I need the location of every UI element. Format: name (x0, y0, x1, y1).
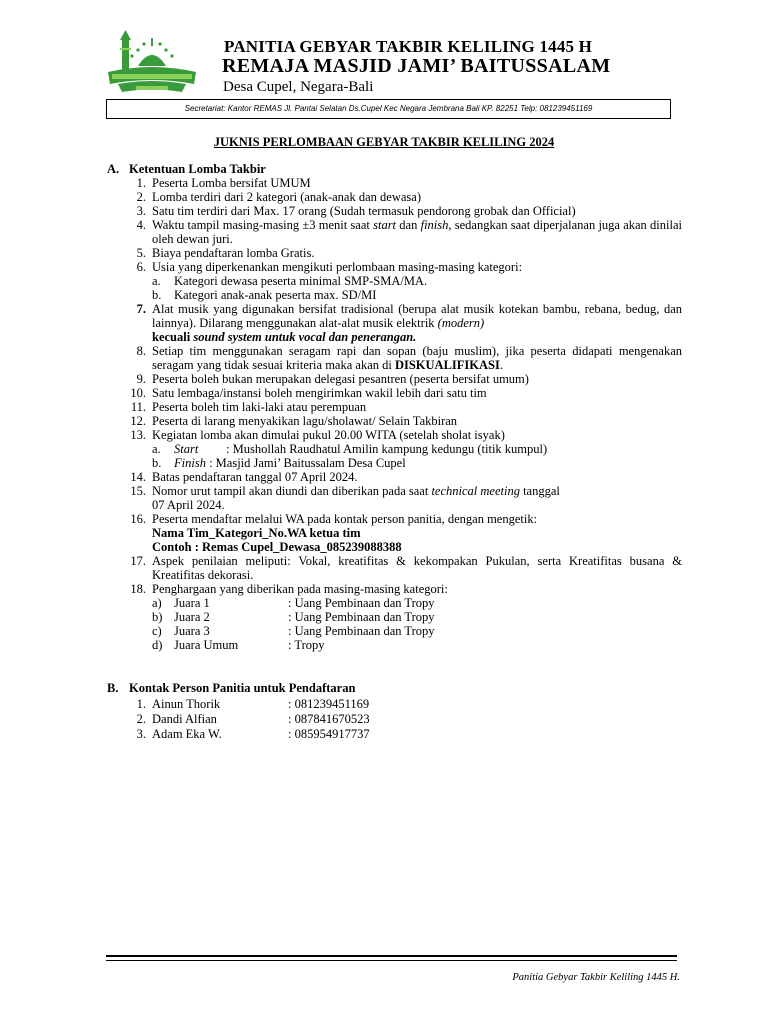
list-item: 8. Setiap tim menggunakan seragam rapi dan sopan (baju muslim), jika peserta didapati mengenakan seragam yang tidak sesuai kriteria maka akan di DISKUALIFIKASI. (136, 344, 682, 372)
list-item: 3. Satu tim terdiri dari Max. 17 orang (Sudah termasuk pendorong grobak dan Official) (136, 204, 576, 218)
list-item: 6. Usia yang diperkenankan mengikuti perlombaan masing-masing kategori: (136, 260, 523, 274)
list-item: 7. Alat musik yang digunakan bersifat tradisional (berupa alat musik kotekan bambu, rebana, bedug, dan lainnya). Dilarang menggunakan alat-alat musik elektrik (modern) kecuali sound system untuk vocal dan penerangan. (136, 302, 682, 344)
list-item: 14. Batas pendaftaran tanggal 07 April 2024. (130, 470, 358, 484)
mosque-logo-icon (104, 26, 200, 98)
prize-list (107, 596, 682, 652)
footer-divider-thin (106, 960, 677, 961)
section-a (107, 162, 682, 652)
list-item: 1. Peserta Lomba bersifat UMUM (136, 176, 311, 190)
footer-divider (106, 955, 677, 957)
list-item: 9. Peserta boleh bukan merupakan delegasi pesantren (peserta bersifat umum) (136, 372, 529, 386)
sub-item: b. Kategori anak-anak peserta max. SD/MI (152, 288, 377, 302)
list-item: 10. Satu lembaga/instansi boleh mengirimkan wakil lebih dari satu tim (130, 386, 487, 400)
header-organization: REMAJA MASJID JAMI’ BAITUSSALAM (222, 55, 611, 77)
list-item: 17. Aspek penilaian meliputi: Vokal, kreatifitas & kekompakan Pukulan, serta Kreatifitas busana & Kreatifitas dekorasi. (130, 554, 682, 582)
header-location: Desa Cupel, Negara-Bali (223, 79, 374, 95)
contact-item: 3. Adam Eka W. : 085954917737 (136, 727, 370, 741)
list-item: 13. Kegiatan lomba akan dimulai pukul 20.00 WITA (setelah sholat isyak) (130, 428, 505, 442)
section-b (107, 681, 682, 742)
document-title: JUKNIS PERLOMBAAN GEBYAR TAKBIR KELILING 2024 (213, 135, 555, 149)
section-a-heading: A. Ketentuan Lomba Takbir (107, 162, 266, 176)
contact-list (107, 697, 682, 741)
secretariat-box: Secretariat: Kantor REMAS Jl. Pantai Selatan Ds.Cupel Kec Negara Jembrana Bali KP. 82251 Telp: 081239451169 (106, 99, 671, 119)
footer-text: Panitia Gebyar Takbir Keliling 1445 H. (512, 972, 680, 983)
list-item: 5. Biaya pendaftaran lomba Gratis. (136, 246, 315, 260)
list-item: 18. Penghargaan yang diberikan pada masing-masing kategori: (130, 582, 448, 596)
section-b-heading: B. Kontak Person Panitia untuk Pendaftaran (107, 681, 356, 695)
list-item: 16. Peserta mendaftar melalui WA pada kontak person panitia, dengan mengetik: Nama Tim_Kategori_No.WA ketua tim Contoh : Remas Cupel_Dewasa_085239088388 (130, 512, 538, 554)
list-item: 2. Lomba terdiri dari 2 kategori (anak-anak dan dewasa) (136, 190, 421, 204)
list-item: 12. Peserta di larang menyakikan lagu/sholawat/ Selain Takbiran (130, 414, 458, 428)
prize-item: a) Juara 1 : Uang Pembinaan dan Tropy (152, 596, 435, 610)
prize-item: b) Juara 2 : Uang Pembinaan dan Tropy (152, 610, 435, 624)
prize-item: d) Juara Umum : Tropy (152, 638, 325, 652)
list-item: 15. Nomor urut tampil akan diundi dan diberikan pada saat technical meeting tanggal 07 April 2024. (130, 484, 560, 512)
sub-item: a. Start : Mushollah Raudhatul Amilin kampung kedungu (titik kumpul) (152, 442, 548, 456)
list-item: 11. Peserta boleh tim laki-laki atau perempuan (130, 400, 367, 414)
contact-item: 1. Ainun Thorik : 081239451169 (136, 697, 370, 711)
prize-item: c) Juara 3 : Uang Pembinaan dan Tropy (152, 624, 435, 638)
header-title: PANITIA GEBYAR TAKBIR KELILING 1445 H (224, 37, 593, 56)
contact-item: 2. Dandi Alfian : 087841670523 (136, 712, 370, 726)
sub-item: b. Finish : Masjid Jami’ Baitussalam Desa Cupel (152, 456, 406, 470)
list-item: 4. Waktu tampil masing-masing ±3 menit saat start dan finish, sedangkan saat diperjalanan juga akan dinilai oleh dewan juri. (136, 218, 682, 246)
sub-item: a. Kategori dewasa peserta minimal SMP-SMA/MA. (152, 274, 428, 288)
